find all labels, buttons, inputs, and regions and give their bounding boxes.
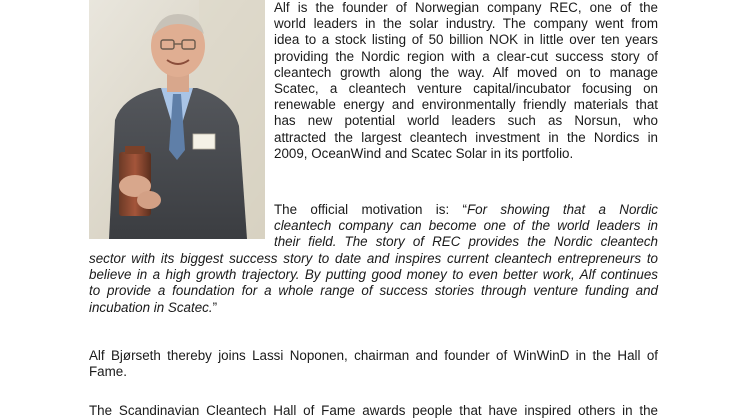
text-line: Alf is the founder of Norwegian company REC, one of the: [274, 0, 658, 15]
motivation-quote: sector with its biggest success story to date and inspires current cleantech entrepreneurs to: [89, 251, 658, 266]
text-line: [89, 251, 658, 267]
text-line: [274, 218, 658, 234]
text-line: idea to a stock listing of 50 billion NOK in little over ten years: [274, 32, 658, 48]
bio-paragraph: [274, 0, 658, 162]
award-photo: [89, 0, 265, 239]
text-line: [274, 234, 658, 250]
text-line: [89, 300, 658, 316]
text-line: The Scandinavian Cleantech Hall of Fame awards people that have inspired others in the: [89, 403, 658, 418]
motivation-paragraph-continued: [89, 251, 658, 316]
motivation-quote: believe in a high growth trajectory. By putting good money to even better work, Alf continues: [89, 267, 658, 283]
text-line: [274, 202, 658, 218]
motivation-quote: to provide a foundation for a whole range of success stories through venture funding and: [89, 283, 658, 299]
motivation-quote: their field. The story of REC provides the Nordic cleantech: [274, 234, 658, 250]
text-line: Fame.: [89, 364, 127, 380]
hall-of-fame-paragraph: [89, 348, 658, 380]
text-line: providing the Nordic region with a clear-cut success story of: [274, 48, 658, 64]
motivation-quote: For showing that a Nordic: [466, 202, 658, 217]
text-line: attracted the largest cleantech investment in the Nordics in: [274, 129, 658, 145]
person-holding-award-photo-icon: [89, 0, 265, 239]
text-line: Scatec, a cleantech venture capital/incubator focusing on: [274, 81, 658, 97]
text-line: renewable energy and environmentally friendly materials that: [274, 97, 658, 113]
text-line: has new potential world leaders such as Norsun, who: [274, 113, 658, 129]
text-line: Alf Bjørseth thereby joins Lassi Noponen, chairman and founder of WinWinD in the Hall of: [89, 348, 658, 363]
text-line: cleantech growth along the way. Alf moved on to manage: [274, 64, 658, 80]
text-line: 2009, OceanWind and Scatec Solar in its portfolio.: [274, 145, 574, 161]
motivation-close: ”: [212, 299, 218, 315]
awards-paragraph: [89, 403, 658, 419]
motivation-intro: The official motivation is: “: [274, 202, 467, 217]
motivation-quote: incubation in Scatec.: [89, 299, 213, 315]
text-line: [89, 267, 658, 283]
motivation-paragraph: [274, 202, 658, 251]
text-line: world leaders in the solar industry. The company went from: [274, 16, 658, 32]
motivation-quote: cleantech company can become one of the world leaders in: [274, 218, 658, 234]
text-line: [89, 283, 658, 299]
